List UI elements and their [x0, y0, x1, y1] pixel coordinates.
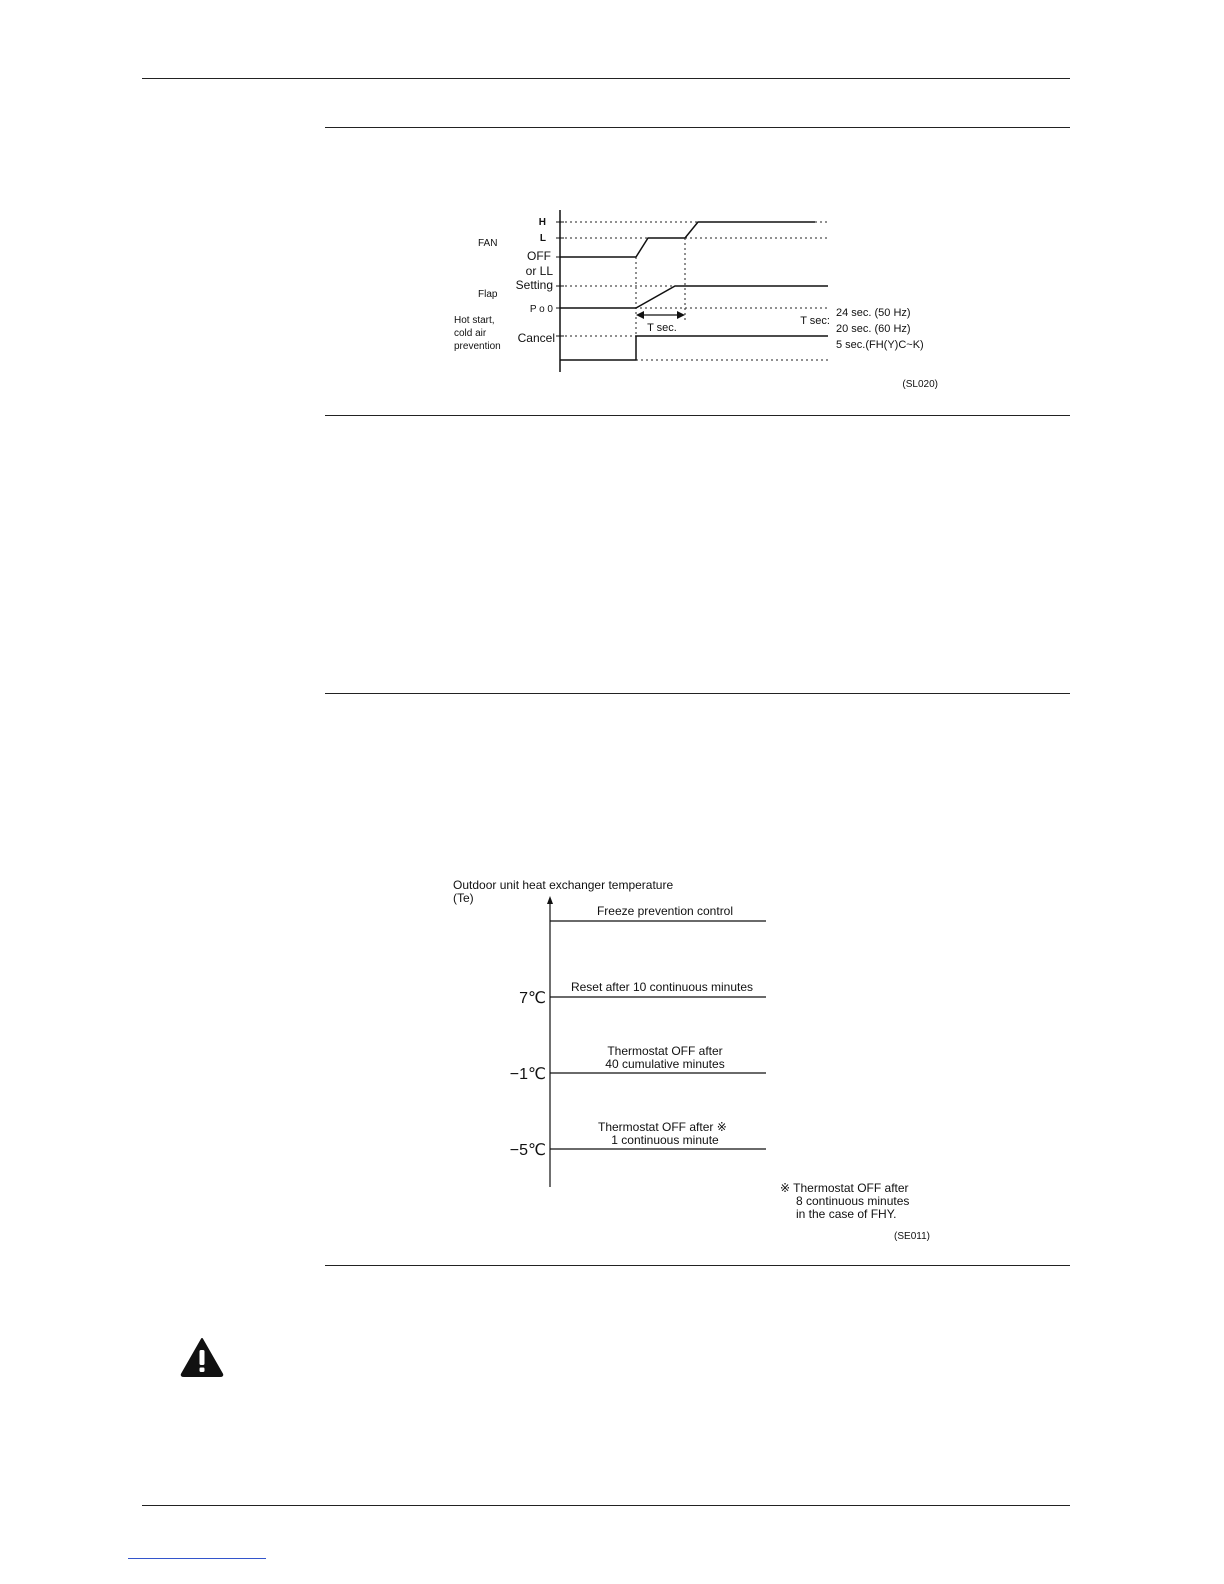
hot-start-label-2: cold air — [454, 328, 487, 339]
hot-start-label-3: prevention — [454, 341, 501, 352]
off-level-label: OFF — [527, 249, 551, 263]
hot-start-label-1: Hot start, — [454, 315, 495, 326]
fan-timing-diagram — [440, 200, 960, 410]
thermostat-40-line-2: 40 cumulative minutes — [605, 1057, 725, 1071]
temp-7c-label: 7℃ — [519, 990, 546, 1007]
interval-arrow-right-head — [677, 311, 685, 319]
flap-trace — [560, 286, 828, 308]
temp-minus1c-label: −1℃ — [509, 1066, 546, 1083]
freeze-control-label: Freeze prevention control — [596, 904, 734, 918]
freeze-prevention-svg — [440, 870, 960, 1250]
figure-code-se011: (SE011) — [894, 1231, 930, 1242]
temperature-axis-arrow — [547, 896, 553, 904]
t-sec-value-1: 24 sec. (50 Hz) — [836, 307, 911, 319]
thermostat-40-line-1: Thermostat OFF after — [607, 1044, 723, 1058]
po-level-label: P o 0 — [529, 304, 553, 315]
header-rule — [142, 78, 1070, 79]
footer-link-underline[interactable] — [128, 1558, 266, 1559]
setting-level-label: Setting — [515, 278, 553, 292]
interval-arrow-left-head — [636, 311, 644, 319]
t-sec-label: T sec: — [800, 315, 830, 327]
cancel-level-label: Cancel — [517, 331, 555, 345]
thermostat-1-line-1: Thermostat OFF after ※ — [598, 1120, 727, 1134]
footer-rule — [142, 1505, 1070, 1506]
fhy-note-line-2: 8 continuous minutes — [796, 1194, 910, 1208]
reset-label: Reset after 10 continuous minutes — [570, 980, 754, 994]
fan-trace — [560, 222, 815, 257]
temp-minus5c-label: −5℃ — [509, 1142, 546, 1159]
axis-title-line-1: Outdoor unit heat exchanger temperature — [453, 878, 674, 892]
section-rule-3 — [325, 693, 1070, 694]
or-ll-level-label: or LL — [525, 264, 553, 278]
t-sec-value-2: 20 sec. (60 Hz) — [836, 323, 911, 335]
h-level-label: H — [538, 217, 546, 228]
freeze-prevention-diagram — [440, 870, 960, 1250]
interval-label: T sec. — [647, 322, 677, 334]
axis-title-line-2: (Te) — [453, 891, 474, 905]
figure-code-sl020: (SL020) — [902, 379, 938, 390]
fhy-note-line-3: in the case of FHY. — [796, 1207, 897, 1221]
fhy-note-line-1: ※ Thermostat OFF after — [780, 1181, 909, 1195]
section-rule-4 — [325, 1265, 1070, 1266]
warning-triangle-icon — [180, 1337, 224, 1377]
section-rule-2 — [325, 415, 1070, 416]
warning-icon — [180, 1337, 224, 1377]
section-rule-1 — [325, 127, 1070, 128]
flap-row-label: Flap — [478, 289, 498, 300]
l-level-label: L — [539, 233, 546, 244]
hot-start-trace — [560, 336, 828, 360]
thermostat-1-line-2: 1 continuous minute — [611, 1133, 719, 1147]
t-sec-value-3: 5 sec.(FH(Y)C~K) — [836, 339, 924, 351]
fan-row-label: FAN — [478, 238, 498, 249]
fan-timing-svg — [440, 200, 960, 410]
